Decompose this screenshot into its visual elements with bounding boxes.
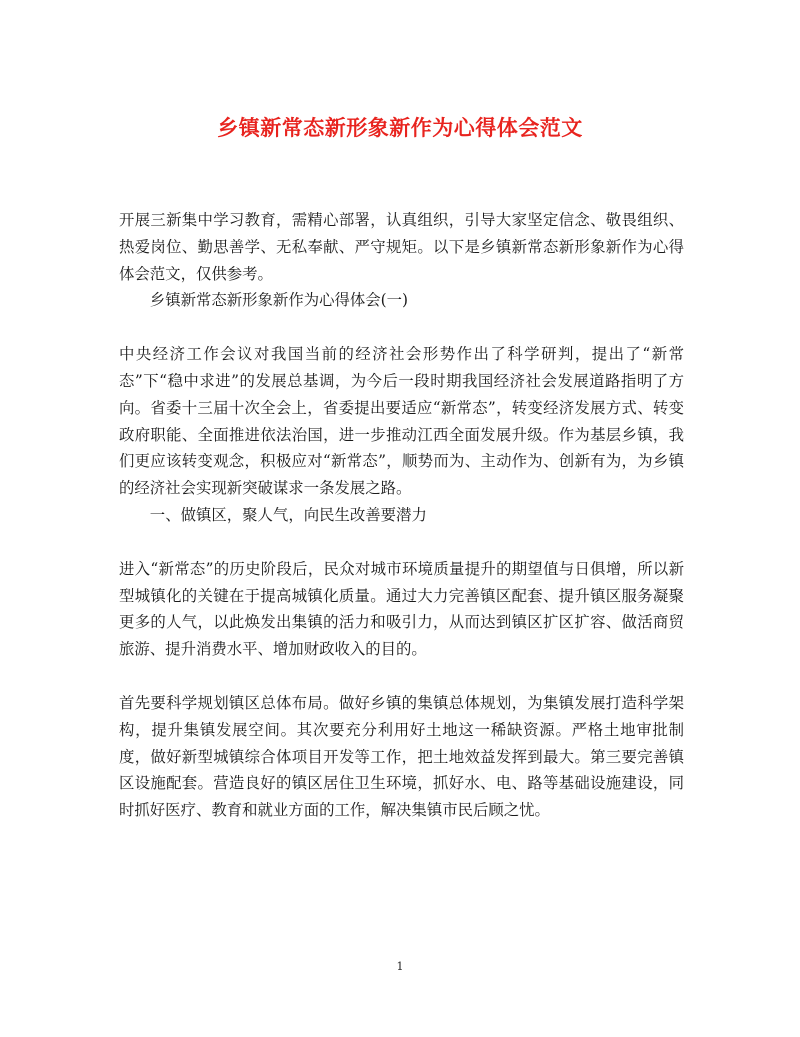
- body-paragraph: 首先要科学规划镇区总体布局。做好乡镇的集镇总体规划，为集镇发展打造科学架构，提升集镇发展空间。其次要充分利用好土地这一稀缺资源。严格土地审批制度，做好新型城镇综合体项目开发等工作，把土地效益发挥到最大。第三要完善镇区设施配套。营造良好的镇区居住卫生环境，抓好水、电、路等基础设施建设，同时抓好医疗、教育和就业方面的工作，解决集镇市民后顾之忧。: [119, 693, 684, 820]
- section-heading: 乡镇新常态新形象新作为心得体会(一): [149, 291, 409, 310]
- intro-paragraph: 开展三新集中学习教育，需精心部署，认真组织，引导大家坚定信念、敬畏组织、热爱岗位、勤思善学、无私奉献、严守规矩。以下是乡镇新常态新形象新作为心得体会范文，仅供参考。: [119, 211, 684, 283]
- document-title: 乡镇新常态新形象新作为心得体会范文: [217, 115, 583, 140]
- body-paragraph: 进入“新常态”的历史阶段后，民众对城市环境质量提升的期望值与日俱增，所以新型城镇化的关键在于提高城镇化质量。通过大力完善镇区配套、提升镇区服务凝聚更多的人气，以此焕发出集镇的活力和吸引力，从而达到镇区扩区扩容、做活商贸旅游、提升消费水平、增加财政收入的目的。: [119, 559, 684, 659]
- subsection-heading: 一、做镇区，聚人气，向民生改善要潜力: [149, 505, 427, 524]
- page-number: 1: [396, 960, 404, 973]
- document-body: [119, 207, 684, 824]
- body-paragraph: 中央经济工作会议对我国当前的经济社会形势作出了科学研判，提出了“新常态”下“稳中求进”的发展总基调，为今后一段时期我国经济社会发展道路指明了方向。省委十三届十次全会上，省委提出要适应“新常态”，转变经济发展方式、转变政府职能、全面推进依法治国，进一步推动江西全面发展升级。作为基层乡镇，我们更应该转变观念，积极应对“新常态”，顺势而为、主动作为、创新有为，为乡镇的经济社会实现新突破谋求一条发展之路。: [119, 345, 684, 498]
